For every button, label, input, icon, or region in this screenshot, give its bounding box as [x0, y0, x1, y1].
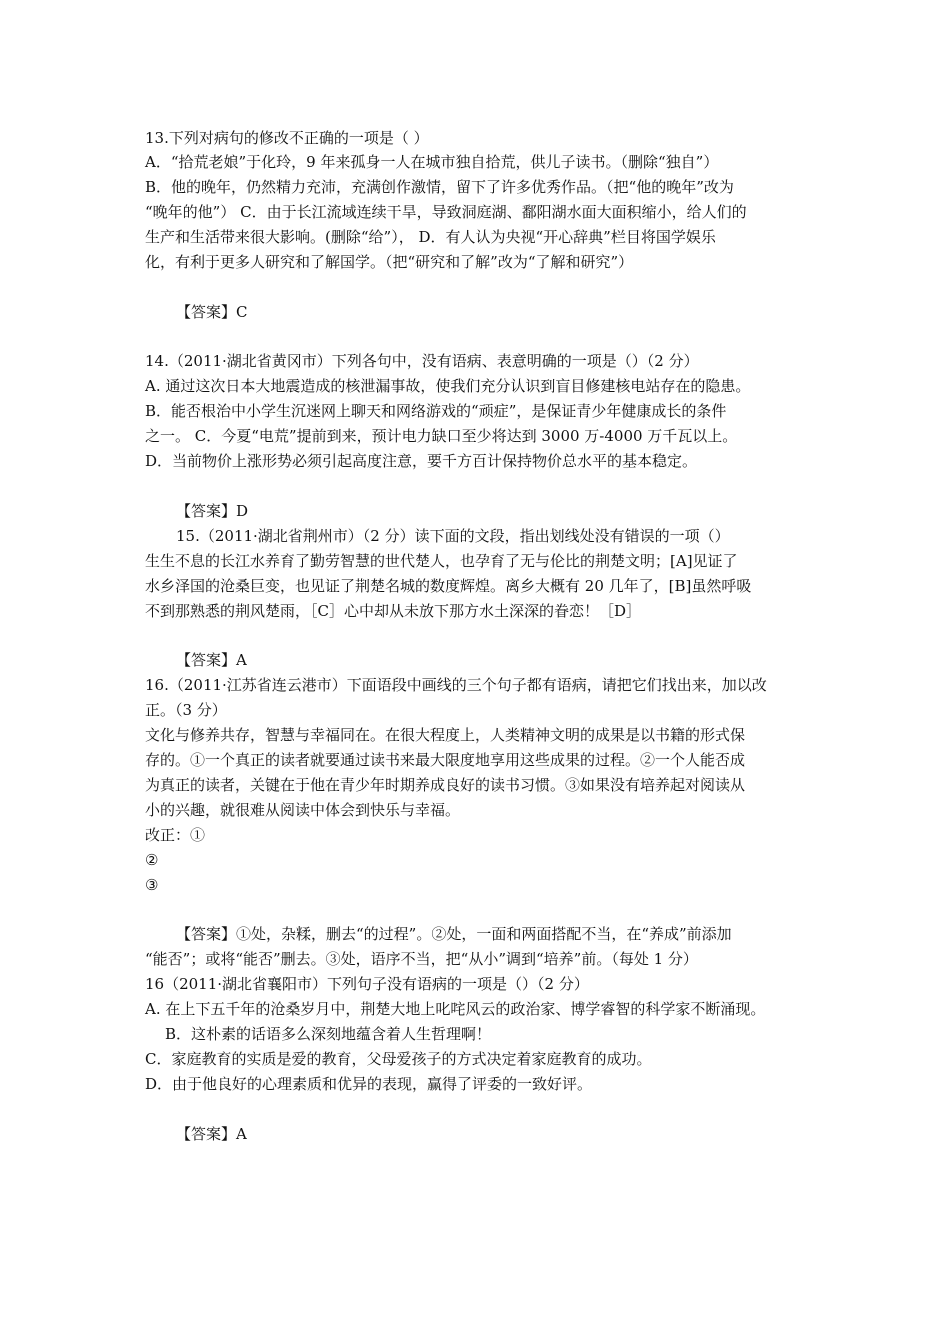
- question-16b-option-b: B．这朴素的话语多么深刻地蕴含着人生哲理啊！: [165, 1025, 492, 1043]
- question-16-passage-line-3: 为真正的读者，关键在于他在青少年时期养成良好的读书习惯。③如果没有培养起对阅读从: [145, 776, 746, 794]
- question-13-option-a: A．“拾荒老娘”于化玲，9 年来孤身一人在城市独自拾荒，供儿子读书。（删除“独自”）: [145, 153, 719, 171]
- question-15-answer: 【答案】A: [176, 651, 247, 669]
- question-16-answer: 【答案】①处，杂糅，删去“的过程”。②处，一面和两面搭配不当，在“养成”前添加: [176, 925, 732, 943]
- question-14-option-b-c: 之一。 C．今夏“电荒”提前到来，预计电力缺口至少将达到 3000 万-4000 万千瓦以上。: [145, 427, 738, 445]
- question-16-passage-line-1: 文化与修养共存，智慧与幸福同在。在很大程度上，人类精神文明的成果是以书籍的形式保: [145, 726, 746, 744]
- question-14-option-d: D．当前物价上涨形势必须引起高度注意，要千方百计保持物价总水平的基本稳定。: [145, 452, 698, 470]
- question-13-option-d: 化，有利于更多人研究和了解国学。（把“研究和了解”改为“了解和研究”）: [145, 253, 634, 271]
- question-16b-option-c: C．家庭教育的实质是爱的教育，父母爱孩子的方式决定着家庭教育的成功。: [145, 1050, 652, 1068]
- question-13-stem: 13.下列对病句的修改不正确的一项是（ ）: [145, 129, 429, 147]
- correction-2: ②: [145, 851, 159, 869]
- question-13-answer: 【答案】C: [176, 303, 248, 321]
- question-16b-stem: 16（2011·湖北省襄阳市）下列句子没有语病的一项是（）（2 分）: [145, 975, 589, 993]
- question-14-stem: 14.（2011·湖北省黄冈市）下列各句中，没有语病、表意明确的一项是（）（2 分）: [145, 352, 699, 370]
- question-14-option-a: A. 通过这次日本大地震造成的核泄漏事故，使我们充分认识到盲目修建核电站存在的隐患。: [145, 377, 751, 395]
- question-16b-option-a: A. 在上下五千年的沧桑岁月中，荆楚大地上叱咤风云的政治家、博学睿智的科学家不断涌现。: [145, 1000, 766, 1018]
- question-13-option-b: B．他的晚年，仍然精力充沛，充满创作激情，留下了许多优秀作品。（把“他的晚年”改为: [145, 178, 734, 196]
- question-16b-answer: 【答案】A: [176, 1125, 247, 1143]
- question-15-stem: 15.（2011·湖北省荆州市）（2 分）读下面的文段，指出划线处没有错误的一项（）: [176, 527, 730, 545]
- question-14-answer: 【答案】D: [176, 502, 249, 520]
- question-16b-option-d: D．由于他良好的心理素质和优异的表现，赢得了评委的一致好评。: [145, 1075, 593, 1093]
- question-16-stem: 16.（2011·江苏省连云港市）下面语段中画线的三个句子都有语病，请把它们找出来，加以改: [145, 676, 767, 694]
- question-15-passage-line-3: 不到那熟悉的荆风楚雨，［C］心中却从未放下那方水土深深的眷恋！［D］: [145, 602, 642, 620]
- question-16-stem-cont: 正。（3 分）: [145, 701, 227, 719]
- question-14-option-b: B．能否根治中小学生沉迷网上聊天和网络游戏的“顽症”，是保证青少年健康成长的条件: [145, 402, 727, 420]
- question-16-passage-line-4: 小的兴趣，就很难从阅读中体会到快乐与幸福。: [145, 801, 461, 819]
- question-13-option-c-d: 生产和生活带来很大影响。(删除“给”）， D．有人认为央视“开心辞典”栏目将国学娱乐: [145, 228, 716, 246]
- correction-3: ③: [145, 876, 159, 894]
- question-16-answer-cont: “能否”；或将“能否”删去。③处，语序不当，把“从小”调到“培养”前。（每处 1 分）: [145, 950, 698, 968]
- question-16-passage-line-2: 存的。①一个真正的读者就要通过读书来最大限度地享用这些成果的过程。②一个人能否成: [145, 751, 746, 769]
- question-15-passage-line-2: 水乡泽国的沧桑巨变，也见证了荆楚名城的数度辉煌。离乡大概有 20 几年了，[B]虽然呼吸: [145, 577, 752, 595]
- correction-label: 改正：①: [145, 826, 206, 844]
- question-13-option-b-c: “晚年的他”） C．由于长江流域连续干旱，导致洞庭湖、鄱阳湖水面大面积缩小，给人们的: [145, 203, 747, 221]
- question-15-passage-line-1: 生生不息的长江水养育了勤劳智慧的世代楚人，也孕育了无与伦比的荆楚文明；[A]见证了: [145, 552, 738, 570]
